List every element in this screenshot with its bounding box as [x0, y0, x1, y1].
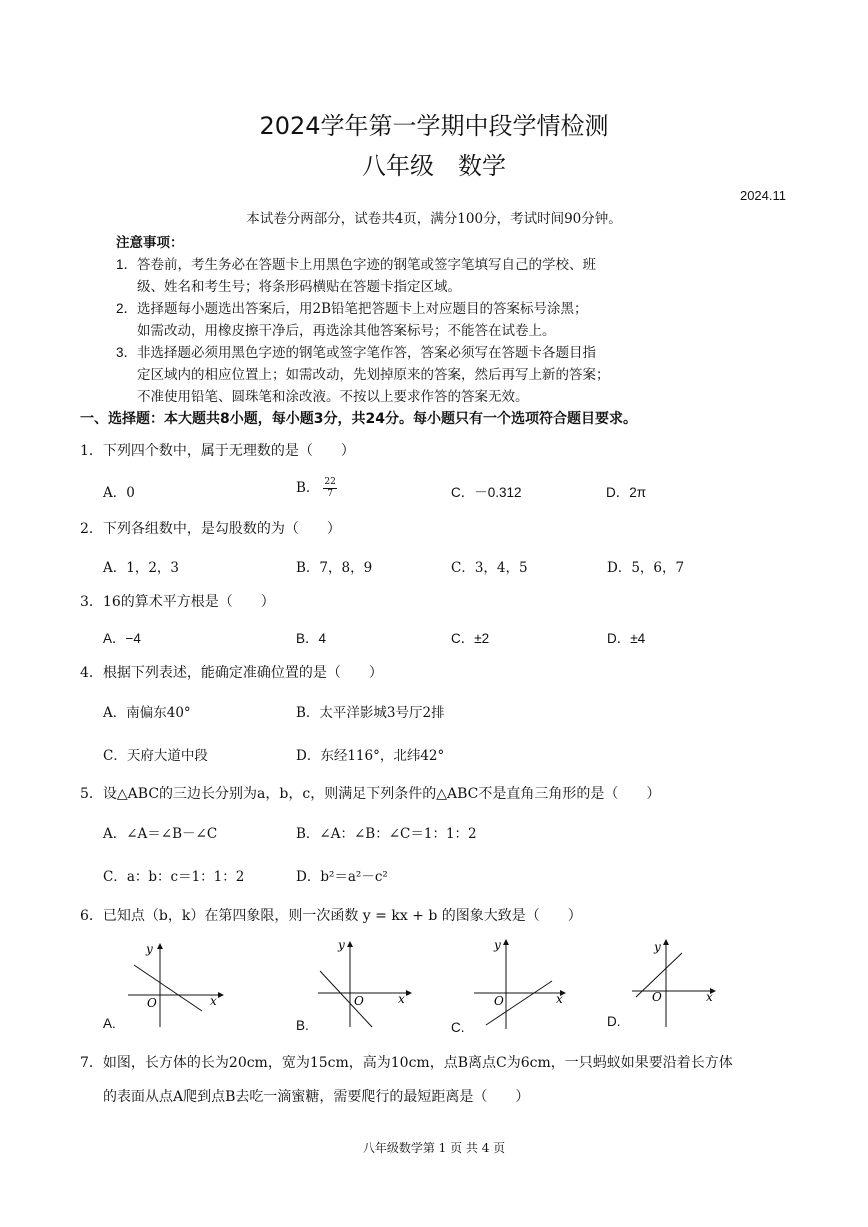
q5-option-d: D．b²＝a²－c² [296, 869, 388, 885]
function-line [320, 971, 372, 1027]
y-axis-arrow [503, 939, 509, 945]
origin-label: O [652, 990, 662, 1004]
notice-item-3 [116, 341, 596, 361]
q2-option-a: A．1，2，3 [103, 560, 180, 576]
q4-option-d: D．东经116°，北纬42° [296, 748, 445, 764]
y-axis-label: y [146, 942, 153, 956]
q5-option-c: C．a：b：c＝1：1：2 [103, 869, 245, 885]
origin-label: O [354, 994, 364, 1008]
page-footer: 八年级数学第 1 页 共 4 页 [362, 1141, 506, 1155]
q1-option-c: C．－0.312 [451, 485, 522, 500]
y-axis-arrow [347, 941, 353, 947]
notice-item-text: 答卷前，考生务必在答题卡上用黑色字迹的钢笔或签字笔填写自己的学校、班 [137, 257, 596, 273]
q6-label-d: D. [607, 1014, 621, 1029]
q1-option-a: A．0 [103, 485, 135, 501]
q3-option-c: C．±2 [451, 631, 490, 646]
notice-item-2-cont: 如需改动，用橡皮擦干净后，再选涂其他答案标号；不能答在试卷上。 [137, 323, 556, 339]
q6-graph-c [468, 935, 578, 1035]
notice-item-number: 1． [116, 257, 138, 272]
q6-label-b: B. [296, 1018, 309, 1033]
x-axis-label: x [556, 992, 563, 1006]
x-axis-label: x [706, 990, 713, 1004]
q6-graph-b [310, 935, 420, 1035]
notice-item-text: 非选择题必须用黑色字迹的钢笔或签字笔作答，答案必须写在答题卡各题目指 [137, 345, 596, 361]
origin-label: O [147, 996, 157, 1010]
question-5-stem: 5．设△ABC的三边长分别为a，b，c，则满足下列条件的△ABC不是直角三角形的是（ ） [80, 786, 661, 802]
q4-option-c: C．天府大道中段 [103, 748, 208, 764]
q2-option-c: C．3，4，5 [451, 560, 528, 576]
question-6-stem: 6．已知点（b，k）在第四象限，则一次函数 y = kx + b 的图象大致是（ ） [80, 908, 582, 924]
function-line [134, 965, 202, 1011]
notice-item-number: 2． [116, 301, 138, 316]
question-2-stem: 2．下列各组数中，是勾股数的为（ ） [80, 521, 341, 537]
q3-option-a: A．−4 [103, 631, 141, 646]
notice-item-1 [116, 253, 596, 273]
q6-label-c: C. [451, 1020, 465, 1035]
exam-subtitle: 八年级 数学 [362, 152, 506, 180]
notice-item-number: 3． [116, 345, 138, 360]
origin-label: O [494, 994, 504, 1008]
q3-option-b: B．4 [296, 631, 327, 646]
exam-intro: 本试卷分两部分，试卷共4页，满分100分，考试时间90分钟。 [246, 211, 622, 227]
fraction-denominator: 7 [327, 489, 334, 499]
x-axis-label: x [398, 992, 405, 1006]
q5-option-a: A．∠A＝∠B－∠C [103, 826, 218, 842]
q1-option-d: D．2π [606, 485, 647, 500]
q6-label-a: A. [103, 1016, 116, 1031]
q2-option-b: B．7，8，9 [296, 560, 373, 576]
notice-heading: 注意事项： [116, 235, 184, 251]
notice-item-1-cont: 级、姓名和考生号；将条形码横贴在答题卡指定区域。 [137, 279, 461, 295]
q6-graph-d [626, 935, 736, 1035]
notice-item-text: 选择题每小题选出答案后，用2B铅笔把答题卡上对应题目的答案标号涂黑； [137, 301, 588, 317]
question-7-stem-line1: 7．如图，长方体的长为20cm，宽为15cm，高为10cm，点B离点C为6cm，一只蚂蚁如果要沿着长方体 [80, 1055, 733, 1071]
question-3-stem: 3．16的算术平方根是（ ） [80, 594, 275, 610]
q2-option-d: D．5，6，7 [607, 560, 685, 576]
y-axis-arrow [663, 939, 669, 945]
section-heading: 一、选择题：本大题共8小题，每小题3分，共24分。每小题只有一个选项符合题目要求。 [80, 411, 637, 427]
notice-item-3-cont: 定区域内的相应位置上；如需改动，先划掉原来的答案，然后再写上新的答案； [137, 367, 610, 383]
q1-option-b [296, 476, 337, 500]
q6-graph-a [120, 935, 230, 1035]
question-1-stem: 1．下列四个数中，属于无理数的是（ ） [80, 443, 355, 459]
notice-item-2 [116, 297, 588, 317]
option-label: B． [296, 480, 320, 496]
y-axis-label: y [654, 940, 661, 954]
exam-date: 2024.11 [739, 188, 786, 203]
question-7-stem-line2: 的表面从点A爬到点B去吃一滴蜜糖，需要爬行的最短距离是（ ） [103, 1089, 530, 1105]
x-axis-arrow [406, 990, 412, 996]
exam-title: 2024学年第一学期中段学情检测 [259, 112, 609, 140]
q4-option-a: A．南偏东40° [103, 705, 191, 721]
question-4-stem: 4．根据下列表述，能确定准确位置的是（ ） [80, 665, 383, 681]
q3-option-d: D．±4 [607, 631, 646, 646]
fraction-numerator: 22 [324, 477, 336, 487]
x-axis-arrow [218, 992, 224, 998]
x-axis-label: x [210, 994, 217, 1008]
q5-option-b: B．∠A：∠B：∠C＝1：1：2 [296, 826, 477, 842]
y-axis-arrow [157, 943, 163, 949]
y-axis-label: y [338, 938, 345, 952]
notice-item-3-cont2: 不准使用铅笔、圆珠笔和涂改液。不按以上要求作答的答案无效。 [137, 389, 529, 405]
y-axis-label: y [494, 938, 501, 952]
q4-option-b: B．太平洋影城3号厅2排 [296, 705, 445, 721]
fraction [323, 477, 336, 500]
